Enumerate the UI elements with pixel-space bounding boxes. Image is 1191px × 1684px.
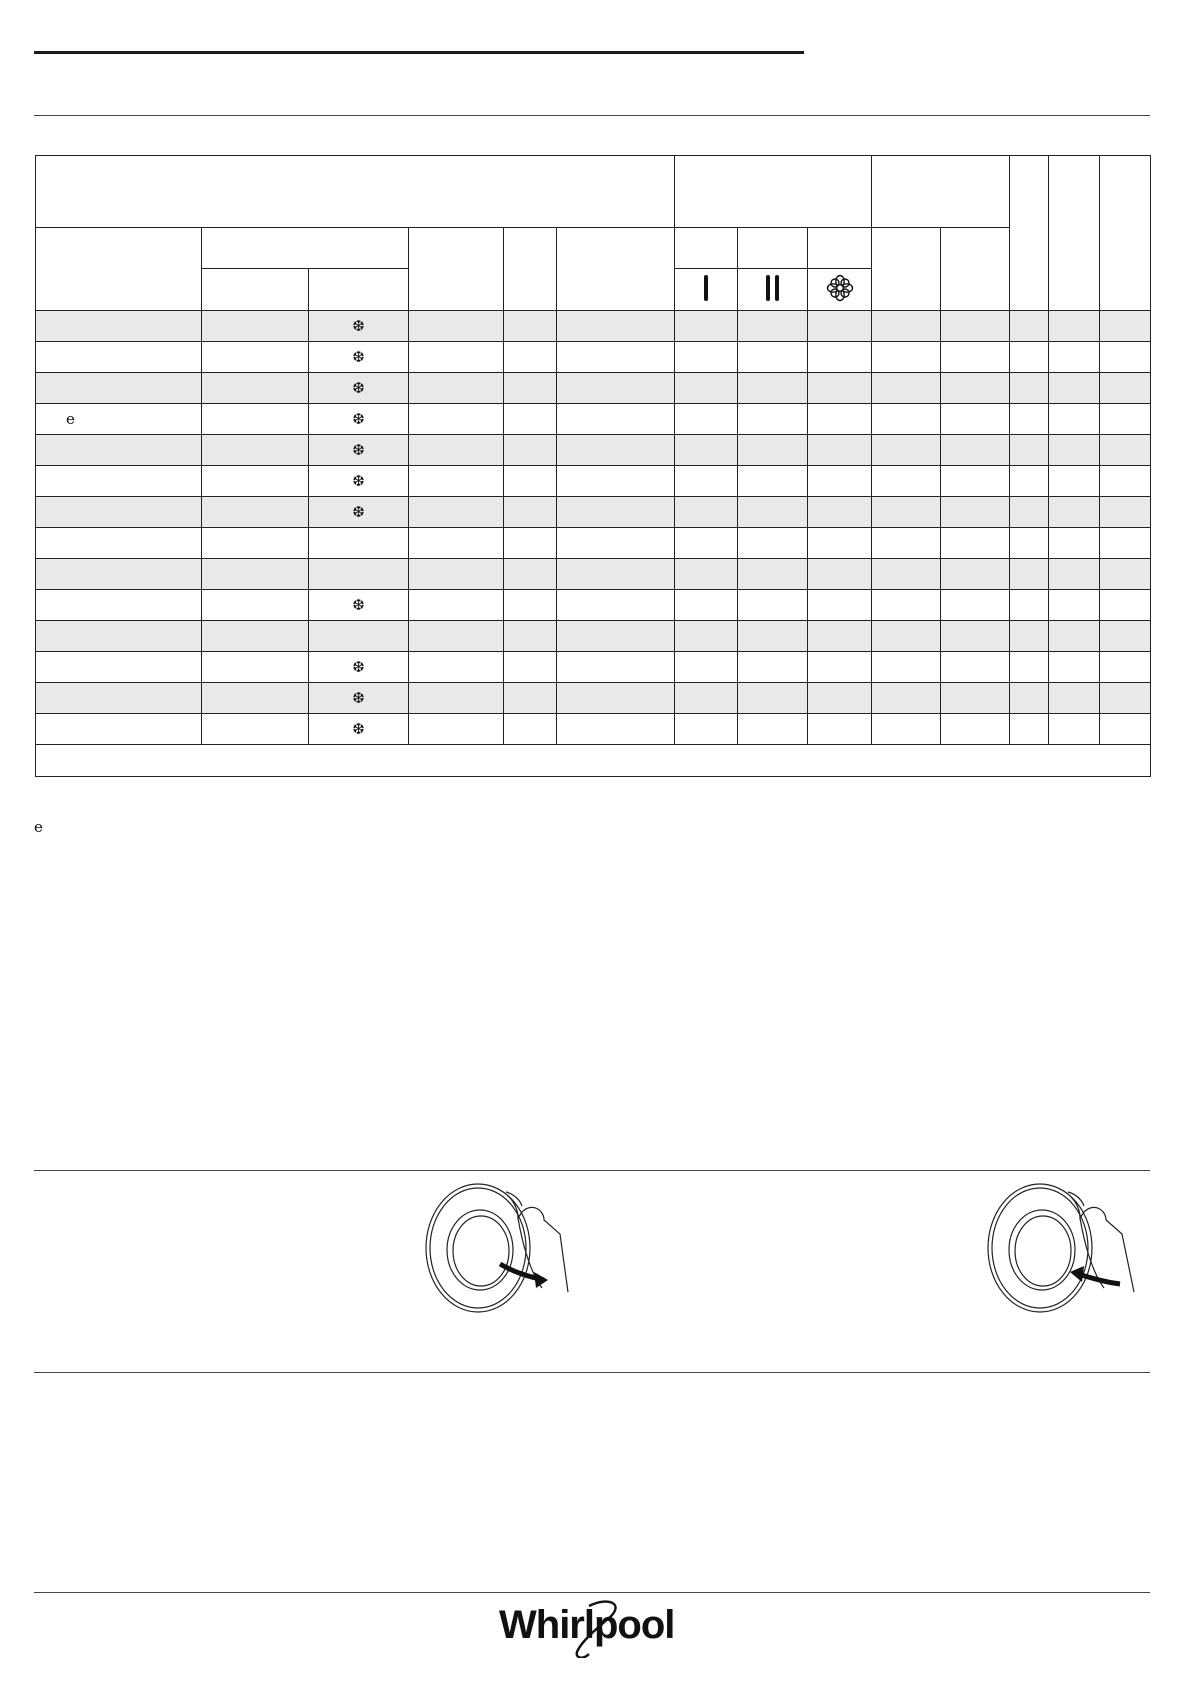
header-cell-preheat xyxy=(202,228,409,269)
table-cell xyxy=(872,373,941,404)
table-cell xyxy=(1010,404,1049,435)
table-cell xyxy=(36,652,202,683)
table-cell xyxy=(1049,435,1100,466)
table-cell xyxy=(409,714,504,745)
header-cell-function xyxy=(36,228,202,311)
table-cell xyxy=(409,652,504,683)
table-cell xyxy=(504,683,557,714)
table-cell xyxy=(202,311,309,342)
table-row xyxy=(36,404,1151,435)
table-cell xyxy=(36,466,202,497)
fan-icon: ❆ xyxy=(352,502,365,521)
table-cell xyxy=(941,342,1010,373)
table-cell xyxy=(557,528,675,559)
table-row xyxy=(36,497,1151,528)
whirlpool-logo xyxy=(497,1598,683,1658)
table-cell xyxy=(1100,683,1151,714)
table-cell xyxy=(504,652,557,683)
table-cell xyxy=(1049,404,1100,435)
header-cell-extra-2 xyxy=(1049,156,1100,311)
table-cell xyxy=(808,497,872,528)
table-cell xyxy=(1049,714,1100,745)
table-cell xyxy=(309,435,409,466)
table-cell xyxy=(504,714,557,745)
table-cell xyxy=(1049,373,1100,404)
table-cell xyxy=(202,559,309,590)
table-cell xyxy=(1100,652,1151,683)
table-cell xyxy=(1100,311,1151,342)
header-cell-levels xyxy=(675,156,872,228)
header-cell-extra-3 xyxy=(1100,156,1151,311)
table-cell xyxy=(1100,373,1151,404)
table-row xyxy=(36,311,1151,342)
table-cell xyxy=(557,404,675,435)
header-cell-sub-a xyxy=(872,228,941,311)
table-cell xyxy=(738,683,808,714)
fan-icon: ❆ xyxy=(352,378,365,397)
table-cell xyxy=(941,466,1010,497)
table-row xyxy=(36,466,1151,497)
table-cell xyxy=(808,466,872,497)
table-cell xyxy=(941,590,1010,621)
table-cell xyxy=(872,497,941,528)
table-cell xyxy=(1100,621,1151,652)
table-cell xyxy=(202,373,309,404)
table-cell xyxy=(557,714,675,745)
table-note-cell xyxy=(36,745,1151,777)
table-cell xyxy=(1010,621,1049,652)
table-cell xyxy=(941,652,1010,683)
table-cell xyxy=(738,652,808,683)
table-cell xyxy=(872,466,941,497)
table-cell xyxy=(557,373,675,404)
table-cell xyxy=(504,373,557,404)
table-cell xyxy=(202,342,309,373)
header-cell-sub-b xyxy=(941,228,1010,311)
table-row xyxy=(36,373,1151,404)
table-cell xyxy=(872,621,941,652)
table-cell xyxy=(941,683,1010,714)
table-cell xyxy=(1100,497,1151,528)
table-cell xyxy=(872,342,941,373)
header-cell-extra-1 xyxy=(1010,156,1049,311)
table-cell xyxy=(738,590,808,621)
table-cell xyxy=(409,466,504,497)
table-cell xyxy=(504,342,557,373)
table-cell xyxy=(1100,342,1151,373)
table-cell xyxy=(557,342,675,373)
table-cell xyxy=(738,714,808,745)
fan-icon: ❆ xyxy=(352,471,365,490)
table-cell xyxy=(872,528,941,559)
level-2-icon xyxy=(764,275,782,301)
table-cell xyxy=(675,373,738,404)
table-cell xyxy=(1049,311,1100,342)
table-cell xyxy=(504,621,557,652)
table-cell xyxy=(941,714,1010,745)
header-cell-preheat-a xyxy=(202,269,309,311)
table-cell xyxy=(557,683,675,714)
table-cell xyxy=(202,528,309,559)
fan-icon: ❆ xyxy=(352,316,365,335)
table-row xyxy=(36,559,1151,590)
table-cell xyxy=(504,497,557,528)
table-cell xyxy=(504,404,557,435)
table-cell xyxy=(504,466,557,497)
table-cell xyxy=(202,652,309,683)
table-cell xyxy=(808,621,872,652)
row-mark: e xyxy=(66,410,75,428)
table-cell xyxy=(941,621,1010,652)
table-cell xyxy=(1049,497,1100,528)
table-cell xyxy=(808,559,872,590)
level-1-icon xyxy=(701,275,711,301)
table-cell xyxy=(504,559,557,590)
table-cell xyxy=(36,714,202,745)
fan-icon: ❆ xyxy=(352,347,365,366)
table-cell xyxy=(557,311,675,342)
table-cell xyxy=(675,435,738,466)
table-cell xyxy=(1010,497,1049,528)
table-cell xyxy=(675,714,738,745)
table-cell xyxy=(504,435,557,466)
table-cell xyxy=(675,342,738,373)
table-cell xyxy=(1010,559,1049,590)
header-cell-group xyxy=(872,156,1010,228)
table-cell xyxy=(941,311,1010,342)
door-removal-figure xyxy=(410,1172,570,1320)
table-cell xyxy=(36,435,202,466)
table-cell xyxy=(309,559,409,590)
table-cell xyxy=(409,497,504,528)
table-cell xyxy=(1010,652,1049,683)
table-cell xyxy=(202,621,309,652)
header-cell-time xyxy=(504,228,557,311)
table-cell xyxy=(36,590,202,621)
table-cell xyxy=(309,714,409,745)
table-cell xyxy=(309,466,409,497)
table-cell xyxy=(1049,683,1100,714)
table-cell xyxy=(1010,683,1049,714)
table-cell xyxy=(738,342,808,373)
table-cell xyxy=(675,404,738,435)
table-header-row-1 xyxy=(36,156,1151,228)
table-cell xyxy=(808,342,872,373)
table-cell xyxy=(738,311,808,342)
table-cell xyxy=(1100,435,1151,466)
table-cell xyxy=(1100,404,1151,435)
table-cell xyxy=(309,590,409,621)
table-cell xyxy=(309,621,409,652)
header-cell-accessories xyxy=(557,228,675,311)
table-cell xyxy=(1100,466,1151,497)
table-cell xyxy=(941,528,1010,559)
fan-icon: ❆ xyxy=(352,657,365,676)
table-row xyxy=(36,435,1151,466)
table-cell xyxy=(808,528,872,559)
table-cell xyxy=(738,497,808,528)
table-cell xyxy=(1010,311,1049,342)
table-cell xyxy=(309,373,409,404)
section-rule-door xyxy=(34,1170,1150,1171)
whirlpool-logo-text: Whirlpool xyxy=(499,1603,675,1647)
table-cell xyxy=(409,559,504,590)
table-cell xyxy=(1100,714,1151,745)
table-cell xyxy=(1010,714,1049,745)
header-cell-level-1 xyxy=(675,228,738,269)
header-cell-level-fan xyxy=(808,228,872,269)
table-cell xyxy=(872,714,941,745)
table-cell xyxy=(941,559,1010,590)
table-cell xyxy=(309,497,409,528)
table-cell xyxy=(1049,621,1100,652)
table-cell xyxy=(738,435,808,466)
table-cell xyxy=(309,683,409,714)
table-cell xyxy=(1049,528,1100,559)
table-cell xyxy=(872,435,941,466)
table-cell xyxy=(1010,466,1049,497)
door-refit-figure xyxy=(974,1172,1144,1320)
table-cell xyxy=(808,373,872,404)
table-cell xyxy=(202,435,309,466)
table-cell xyxy=(808,652,872,683)
table-cell xyxy=(872,652,941,683)
table-cell xyxy=(202,497,309,528)
table-cell xyxy=(202,404,309,435)
table-header-row-2 xyxy=(36,228,1151,269)
table-cell xyxy=(36,683,202,714)
table-cell xyxy=(675,466,738,497)
table-cell xyxy=(409,435,504,466)
table-cell xyxy=(872,311,941,342)
table-cell xyxy=(309,652,409,683)
table-cell xyxy=(808,311,872,342)
table-cell xyxy=(808,683,872,714)
table-cell xyxy=(409,590,504,621)
fan-icon: ❆ xyxy=(352,688,365,707)
fan-icon: ❆ xyxy=(352,409,365,428)
table-cell xyxy=(675,311,738,342)
fan-level-icon xyxy=(826,274,854,302)
table-cell xyxy=(808,404,872,435)
table-cell xyxy=(675,652,738,683)
table-cell xyxy=(738,466,808,497)
header-cell-preheat-b xyxy=(309,269,409,311)
fan-icon: ❆ xyxy=(352,719,365,738)
table-cell xyxy=(202,683,309,714)
table-cell xyxy=(36,342,202,373)
table-cell xyxy=(675,559,738,590)
table-cell xyxy=(309,342,409,373)
table-cell xyxy=(941,435,1010,466)
table-cell xyxy=(1049,590,1100,621)
table-cell xyxy=(309,311,409,342)
table-cell xyxy=(1049,652,1100,683)
header-cell-programs xyxy=(36,156,675,228)
table-cell xyxy=(557,559,675,590)
level-2-icon-cell xyxy=(738,269,808,311)
table-cell xyxy=(738,373,808,404)
table-cell xyxy=(409,373,504,404)
table-cell xyxy=(872,404,941,435)
table-cell xyxy=(36,311,202,342)
table-cell xyxy=(1010,528,1049,559)
footer-rule xyxy=(34,1592,1150,1593)
table-cell xyxy=(309,528,409,559)
table-cell xyxy=(1100,559,1151,590)
table-cell xyxy=(557,590,675,621)
table-cell xyxy=(36,621,202,652)
section-rule-bottom xyxy=(34,1372,1150,1373)
table-cell xyxy=(557,497,675,528)
table-cell xyxy=(409,404,504,435)
table-cell xyxy=(409,342,504,373)
table-cell xyxy=(675,497,738,528)
table-cell xyxy=(36,497,202,528)
table-cell xyxy=(738,621,808,652)
table-cell xyxy=(872,683,941,714)
table-cell xyxy=(557,435,675,466)
table-row xyxy=(36,683,1151,714)
table-cell xyxy=(504,311,557,342)
table-cell xyxy=(409,621,504,652)
table-cell xyxy=(941,497,1010,528)
table-row xyxy=(36,621,1151,652)
table-cell xyxy=(1010,590,1049,621)
table-cell xyxy=(941,404,1010,435)
fan-icon: ❆ xyxy=(352,595,365,614)
table-cell xyxy=(36,373,202,404)
table-cell xyxy=(738,528,808,559)
table-row xyxy=(36,528,1151,559)
table-cell xyxy=(36,559,202,590)
table-cell xyxy=(202,714,309,745)
table-cell xyxy=(36,404,202,435)
table-cell xyxy=(675,528,738,559)
table-cell xyxy=(504,528,557,559)
table-cell xyxy=(1049,466,1100,497)
table-cell xyxy=(409,311,504,342)
table-cell xyxy=(941,373,1010,404)
program-table xyxy=(35,155,1151,777)
table-cell xyxy=(1049,559,1100,590)
table-cell xyxy=(409,528,504,559)
table-cell xyxy=(1010,435,1049,466)
table-cell xyxy=(557,466,675,497)
fan-level-icon-cell xyxy=(808,269,872,311)
table-cell xyxy=(872,559,941,590)
table-cell xyxy=(675,621,738,652)
fan-icon: ❆ xyxy=(352,440,365,459)
table-row xyxy=(36,590,1151,621)
table-row xyxy=(36,714,1151,745)
table-cell xyxy=(504,590,557,621)
table-cell xyxy=(36,528,202,559)
table-row xyxy=(36,342,1151,373)
table-cell xyxy=(1049,342,1100,373)
table-cell xyxy=(738,404,808,435)
table-cell xyxy=(1100,528,1151,559)
table-cell xyxy=(808,435,872,466)
table-cell xyxy=(675,590,738,621)
table-row xyxy=(36,652,1151,683)
table-cell xyxy=(808,714,872,745)
table-cell xyxy=(1010,373,1049,404)
top-thick-rule xyxy=(34,51,804,54)
table-cell xyxy=(1010,342,1049,373)
table-cell xyxy=(557,652,675,683)
table-cell xyxy=(202,590,309,621)
table-cell xyxy=(409,683,504,714)
table-note-row xyxy=(36,745,1151,777)
table-cell xyxy=(309,404,409,435)
table-cell xyxy=(557,621,675,652)
table-cell xyxy=(1100,590,1151,621)
header-cell-level-2 xyxy=(738,228,808,269)
table-cell xyxy=(808,590,872,621)
top-thin-rule xyxy=(34,115,1150,116)
level-1-icon-cell xyxy=(675,269,738,311)
table-cell xyxy=(675,683,738,714)
table-cell xyxy=(738,559,808,590)
legend-mark: e xyxy=(34,818,43,836)
table-cell xyxy=(202,466,309,497)
header-cell-temperature xyxy=(409,228,504,311)
table-cell xyxy=(872,590,941,621)
